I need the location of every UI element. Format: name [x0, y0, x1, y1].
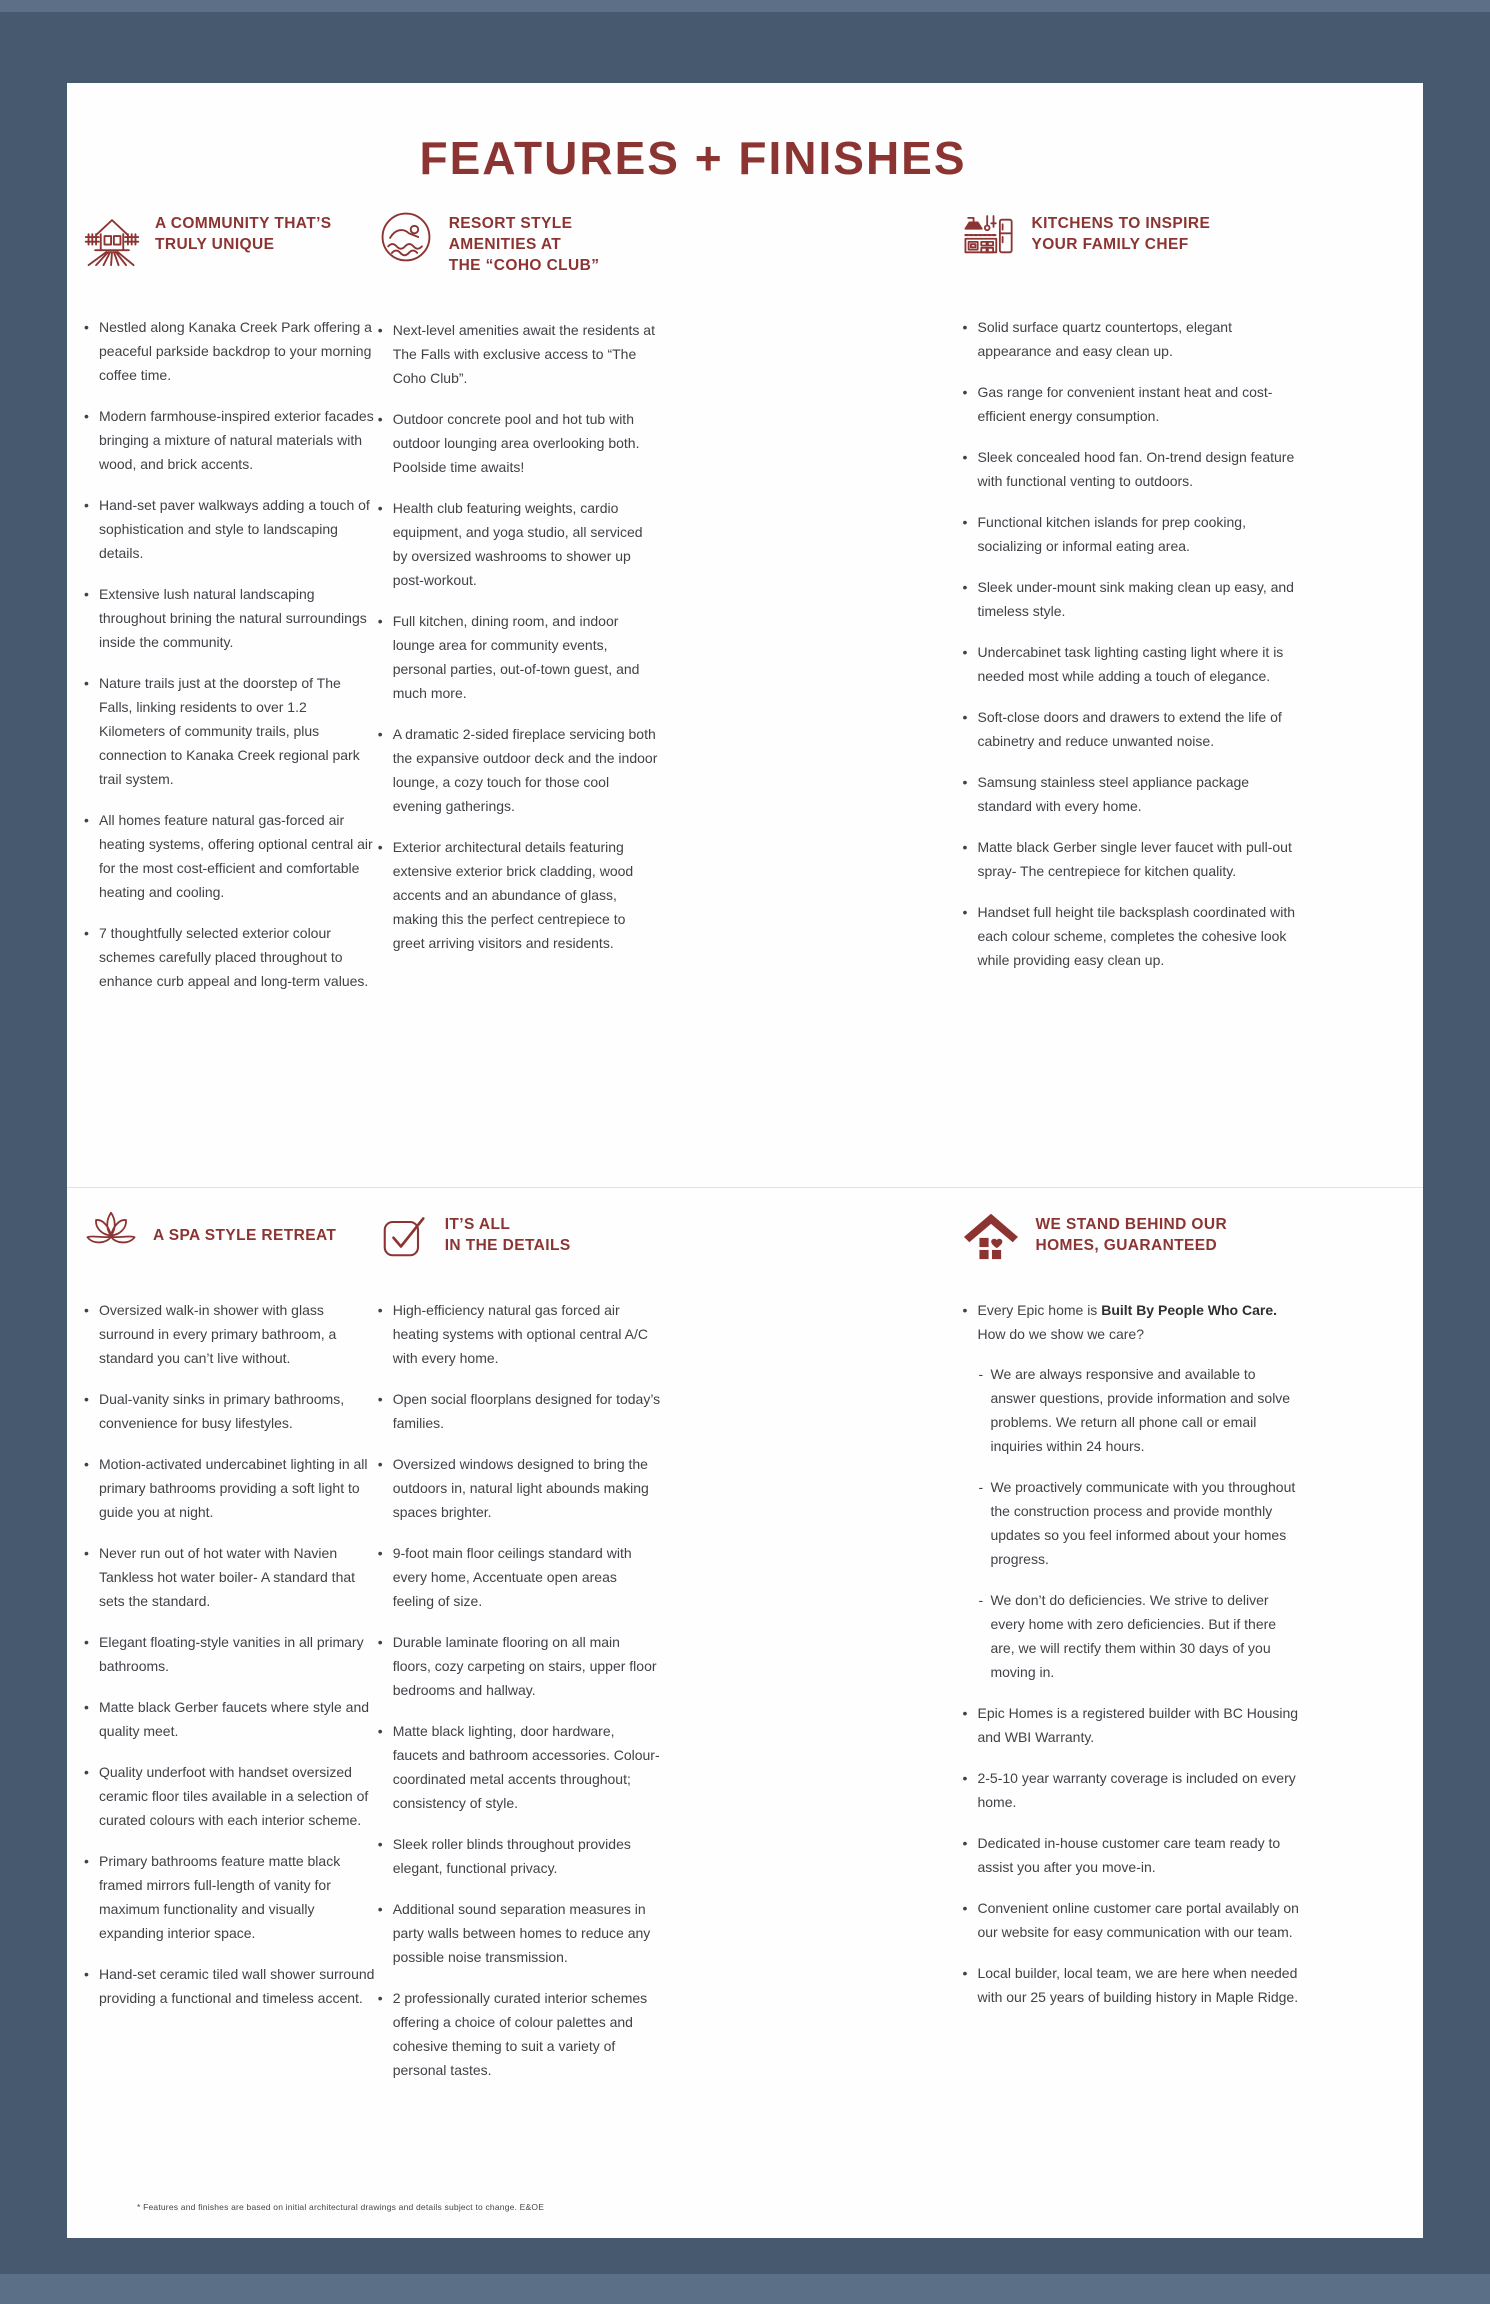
section-title: KITCHENS TO INSPIRE YOUR FAMILY CHEF [1031, 215, 1211, 253]
bullet-item: • Additional sound separation measures in party walls between homes to reduce any possible noise transmission. [376, 1897, 661, 1969]
bullet-item: • Gas range for convenient instant heat and cost-efficient energy consumption. [960, 380, 1304, 428]
bullet-item: • Outdoor concrete pool and hot tub with outdoor lounging area overlooking both. Poolside time awaits! [376, 407, 661, 479]
section-guarantee-header [960, 1208, 1304, 1274]
bullet-item: • Soft-close doors and drawers to extend the life of cabinetry and reduce unwanted noise. [960, 705, 1304, 753]
bullet-item: • 2 professionally curated interior schemes offering a choice of colour palettes and cohesive theming to suit a variety of personal tastes. [376, 1986, 661, 2082]
bullet-item: • Dual-vanity sinks in primary bathrooms, convenience for busy lifestyles. [82, 1387, 376, 1435]
section-title: IT’S ALL IN THE DETAILS [444, 1216, 571, 1254]
kitchen-icon [960, 207, 1018, 265]
section-kitchens [960, 207, 1304, 989]
page-content [82, 83, 1304, 2099]
section-guarantee [960, 1208, 1304, 2026]
house-heart-icon [960, 1208, 1022, 1262]
section-title: A SPA STYLE RETREAT [153, 1227, 337, 1244]
bullet-item: • Samsung stainless steel appliance package standard with every home. [960, 770, 1304, 818]
bullet-list [376, 318, 661, 955]
section-title: WE STAND BEHIND OUR HOMES, GUARANTEED [1035, 1216, 1228, 1254]
bullet-item: • Next-level amenities await the residents at The Falls with exclusive access to “The Coho Club”. [376, 318, 661, 390]
bullet-item: • Modern farmhouse-inspired exterior facades bringing a mixture of natural materials with wood, and brick accents. [82, 404, 376, 476]
footnote: * Features and finishes are based on initial architectural drawings and details subject to change. E&OE [137, 2202, 545, 2212]
bullet-item: • Functional kitchen islands for prep cooking, socializing or informal eating area. [960, 510, 1304, 558]
section-details-header [376, 1208, 661, 1274]
bullet-item: • Primary bathrooms feature matte black framed mirrors full-length of vanity for maximum functionality and visually expanding interior space. [82, 1849, 376, 1945]
bullet-item: • High-efficiency natural gas forced air heating systems with optional central A/C with every home. [376, 1298, 661, 1370]
section-spa [82, 1208, 376, 2027]
bullet-list [376, 1298, 661, 2082]
dash-list [977, 1362, 1304, 1684]
bullet-item: • 7 thoughtfully selected exterior colour schemes carefully placed throughout to enhance curb appeal and long-term values. [82, 921, 376, 993]
brochure-page [67, 83, 1423, 2238]
section-community [82, 207, 376, 1010]
bullet-item: • Sleek under-mount sink making clean up easy, and timeless style. [960, 575, 1304, 623]
bullet-item: • Sleek concealed hood fan. On-trend design feature with functional venting to outdoors. [960, 445, 1304, 493]
bullet-item: • 2-5-10 year warranty coverage is included on every home. [960, 1766, 1304, 1814]
bullet-item: • Matte black Gerber faucets where style and quality meet. [82, 1695, 376, 1743]
swimmer-icon [376, 207, 436, 267]
lead-text-bold: Built By People Who Care. [1101, 1302, 1278, 1318]
dash-item: - We don’t do deficiencies. We strive to deliver every home with zero deficiencies. But if there are, we will rectify them within 30 days of you moving in. [977, 1588, 1304, 1684]
bullet-item: • Elegant floating-style vanities in all primary bathrooms. [82, 1630, 376, 1678]
page-title: FEATURES + FINISHES [419, 132, 967, 184]
bullet-item: • Health club featuring weights, cardio equipment, and yoga studio, all serviced by oversized washrooms to shower up post-workout. [376, 496, 661, 592]
section-resort-header [376, 207, 661, 276]
lead-text-pre: Every Epic home is [977, 1302, 1102, 1318]
bullet-item: • Handset full height tile backsplash coordinated with each colour scheme, completes the cohesive look while providing easy clean up. [960, 900, 1304, 972]
lotus-icon [82, 1208, 140, 1252]
frame-strip-top [0, 0, 1490, 12]
bottom-row [82, 1208, 1304, 2099]
bullet-list [82, 1298, 376, 2010]
bullet-item: • Matte black Gerber single lever faucet with pull-out spray- The centrepiece for kitchen quality. [960, 835, 1304, 883]
top-row [82, 207, 1304, 1187]
bullet-item: • Motion-activated undercabinet lighting in all primary bathrooms providing a soft light to guide you at night. [82, 1452, 376, 1524]
bullet-item: • Exterior architectural details featuring extensive exterior brick cladding, wood accents and an abundance of glass, making this the perfect centrepiece to greet arriving visitors and residents. [376, 835, 661, 955]
bullet-item: • Oversized walk-in shower with glass surround in every primary bathroom, a standard you can’t live without. [82, 1298, 376, 1370]
bullet-item: • Extensive lush natural landscaping throughout brining the natural surroundings inside the community. [82, 582, 376, 654]
bullet-item: • Nestled along Kanaka Creek Park offering a peaceful parkside backdrop to your morning coffee time. [82, 315, 376, 387]
bullet-item: • Full kitchen, dining room, and indoor lounge area for community events, personal parties, out-of-town guest, and much more. [376, 609, 661, 705]
dash-item: - We proactively communicate with you throughout the construction process and provide monthly updates so you feel informed about your homes progress. [977, 1475, 1304, 1571]
bullet-item: • Epic Homes is a registered builder with BC Housing and WBI Warranty. [960, 1701, 1304, 1749]
bullet-item: • Matte black lighting, door hardware, faucets and bathroom accessories. Colour-coordinated metal accents throughout; consistency of style. [376, 1719, 661, 1815]
lead-text-post: How do we show we care? [977, 1326, 1145, 1342]
bullet-item: • Open social floorplans designed for today’s families. [376, 1387, 661, 1435]
bullet-item: • All homes feature natural gas-forced air heating systems, offering optional central air for the most cost-efficient and comfortable heating and cooling. [82, 808, 376, 904]
bullet-item: • Hand-set ceramic tiled wall shower surround providing a functional and timeless accent. [82, 1962, 376, 2010]
bullet-item: • Durable laminate flooring on all main floors, cozy carpeting on stairs, upper floor bedrooms and hallway. [376, 1630, 661, 1702]
checklist-icon [376, 1208, 432, 1264]
bullet-item: • Oversized windows designed to bring the outdoors in, natural light abounds making spaces brighter. [376, 1452, 661, 1524]
bullet-item: • Local builder, local team, we are here when needed with our 25 years of building history in Maple Ridge. [960, 1961, 1304, 2009]
bullet-list [960, 1701, 1304, 2009]
section-resort [376, 207, 661, 972]
bullet-list [82, 315, 376, 993]
bullet-item: • Dedicated in-house customer care team ready to assist you after you move-in. [960, 1831, 1304, 1879]
bullet-list [960, 1298, 1304, 1684]
bullet-item: • Quality underfoot with handset oversized ceramic floor tiles available in a selection of curated colours with each interior scheme. [82, 1760, 376, 1832]
section-kitchens-header [960, 207, 1304, 273]
dash-item: - We are always responsive and available to answer questions, provide information and solve problems. We return all phone call or email inquiries within 24 hours. [977, 1362, 1304, 1458]
bullet-item: • Never run out of hot water with Navien Tankless hot water boiler- A standard that sets the standard. [82, 1541, 376, 1613]
bullet-item: • Sleek roller blinds throughout provides elegant, functional privacy. [376, 1832, 661, 1880]
section-details [376, 1208, 661, 2099]
lead-bullet-item [960, 1298, 1304, 1684]
frame-strip-bottom [0, 2274, 1490, 2304]
bullet-list [960, 315, 1304, 972]
section-title: RESORT STYLE AMENITIES AT THE “COHO CLUB” [448, 215, 600, 274]
section-community-header [82, 207, 376, 273]
farmhouse-icon [82, 207, 142, 267]
bullet-item: • 9-foot main floor ceilings standard with every home, Accentuate open areas feeling of size. [376, 1541, 661, 1613]
bullet-item: • A dramatic 2-sided fireplace servicing both the expansive outdoor deck and the indoor lounge, a cozy touch for those cool evening gatherings. [376, 722, 661, 818]
bullet-item: • Convenient online customer care portal availably on our website for easy communication with our team. [960, 1896, 1304, 1944]
section-spa-header [82, 1208, 376, 1274]
bullet-item: • Hand-set paver walkways adding a touch of sophistication and style to landscaping details. [82, 493, 376, 565]
bullet-item: • Nature trails just at the doorstep of The Falls, linking residents to over 1.2 Kilometers of community trails, plus connection to Kanaka Creek regional park trail system. [82, 671, 376, 791]
bullet-item: • Solid surface quartz countertops, elegant appearance and easy clean up. [960, 315, 1304, 363]
section-title: A COMMUNITY THAT’S TRULY UNIQUE [155, 215, 332, 253]
section-divider [67, 1187, 1423, 1188]
bullet-item: • Undercabinet task lighting casting light where it is needed most while adding a touch of elegance. [960, 640, 1304, 688]
